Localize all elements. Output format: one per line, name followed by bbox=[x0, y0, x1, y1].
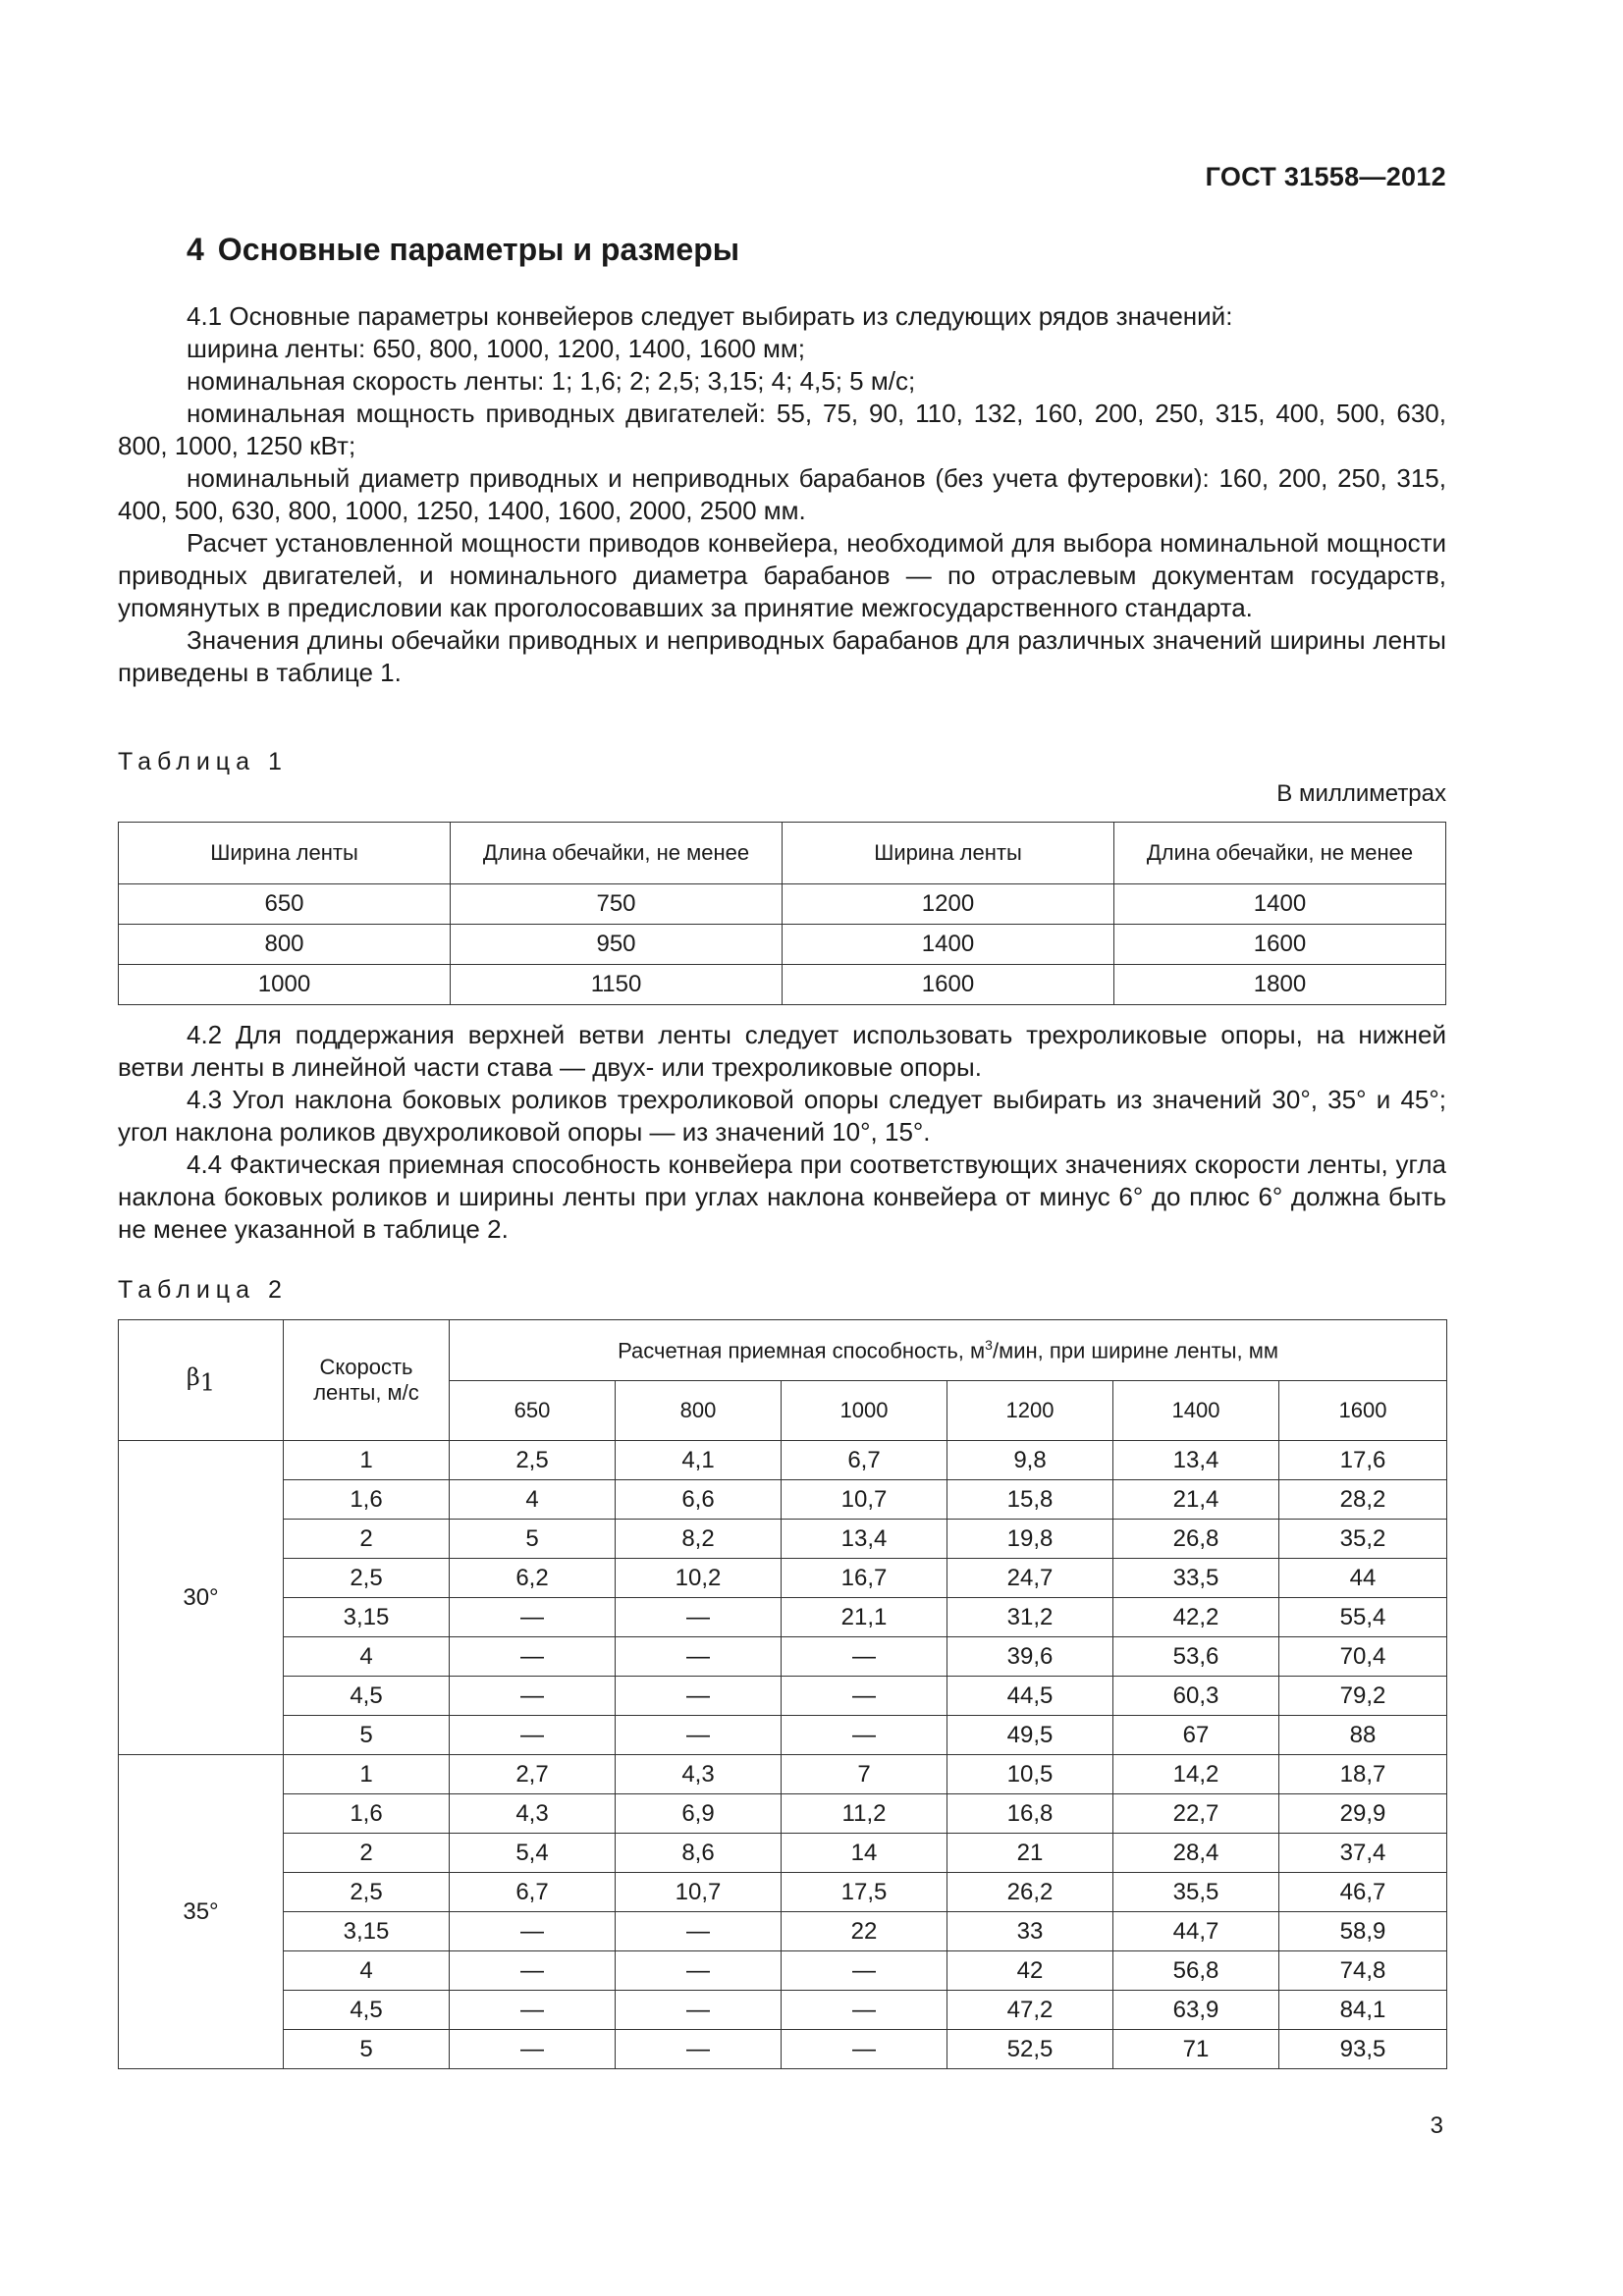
table1-header-cell: Ширина ленты bbox=[783, 823, 1114, 884]
table2 bbox=[118, 1319, 1447, 2069]
table1-cell: 1150 bbox=[451, 965, 783, 1005]
capacity-cell: 21,1 bbox=[782, 1598, 947, 1637]
speed-cell: 4 bbox=[284, 1637, 450, 1677]
table1-cell: 800 bbox=[119, 925, 451, 965]
capacity-cell: 67 bbox=[1113, 1716, 1279, 1755]
capacity-cell: 47,2 bbox=[947, 1991, 1113, 2030]
table1-cell: 1800 bbox=[1114, 965, 1446, 1005]
table2-row bbox=[119, 1873, 1447, 1912]
capacity-cell: 9,8 bbox=[947, 1441, 1113, 1480]
capacity-cell: 5 bbox=[450, 1520, 616, 1559]
capacity-cell: — bbox=[450, 1912, 616, 1951]
capacity-cell: 2,5 bbox=[450, 1441, 616, 1480]
section-title: Основные параметры и размеры bbox=[217, 232, 740, 267]
table1-body bbox=[119, 884, 1446, 1005]
capacity-cell: 8,2 bbox=[616, 1520, 782, 1559]
table2-row bbox=[119, 1951, 1447, 1991]
capacity-cell: 14,2 bbox=[1113, 1755, 1279, 1794]
capacity-cell: 35,2 bbox=[1279, 1520, 1447, 1559]
capacity-cell: 71 bbox=[1113, 2030, 1279, 2069]
width-header-cell: 800 bbox=[616, 1380, 782, 1441]
capacity-cell: 53,6 bbox=[1113, 1637, 1279, 1677]
capacity-cell: — bbox=[616, 1912, 782, 1951]
table1-header-row bbox=[119, 823, 1446, 884]
capacity-cell: 31,2 bbox=[947, 1598, 1113, 1637]
width-header-cell: 1200 bbox=[947, 1380, 1113, 1441]
capacity-cell: 42,2 bbox=[1113, 1598, 1279, 1637]
paragraph: 4.2 Для поддержания верхней ветви ленты следует использовать трехроликовые опоры, на нижней ветви ленты в линейной части става — двух- или трехроликовые опоры. bbox=[118, 1020, 1446, 1082]
paragraph: номинальный диаметр приводных и неприводных барабанов (без учета футеровки): 160, 200, 250, 315, 400, 500, 630, 800, 1000, 1250, 1400, 1600, 2000, 2500 мм. bbox=[118, 463, 1446, 525]
table2-row bbox=[119, 1834, 1447, 1873]
speed-cell: 1 bbox=[284, 1755, 450, 1794]
table2-header-row bbox=[119, 1320, 1447, 1381]
speed-cell: 3,15 bbox=[284, 1598, 450, 1637]
capacity-cell: 15,8 bbox=[947, 1480, 1113, 1520]
capacity-cell: — bbox=[450, 2030, 616, 2069]
capacity-cell: 19,8 bbox=[947, 1520, 1113, 1559]
speed-cell: 4 bbox=[284, 1951, 450, 1991]
body-text-block-1 bbox=[118, 300, 1446, 689]
capacity-cell: 79,2 bbox=[1279, 1677, 1447, 1716]
paragraph: 4.1 Основные параметры конвейеров следует выбирать из следующих рядов значений: bbox=[187, 301, 1233, 331]
capacity-cell: 4,3 bbox=[450, 1794, 616, 1834]
beta-subscript: 1 bbox=[199, 1368, 216, 1397]
capacity-cell: 26,8 bbox=[1113, 1520, 1279, 1559]
table1-unit: В миллиметрах bbox=[1276, 780, 1446, 807]
table1-caption: Таблица 1 bbox=[118, 748, 288, 775]
capacity-header-text-end: /мин, при ширине ленты, мм bbox=[992, 1337, 1278, 1362]
table1-cell: 1000 bbox=[119, 965, 451, 1005]
paragraph: ширина ленты: 650, 800, 1000, 1200, 1400, 1600 мм; bbox=[187, 334, 805, 363]
beta-header bbox=[119, 1320, 284, 1441]
table2-row bbox=[119, 2030, 1447, 2069]
capacity-cell: 17,6 bbox=[1279, 1441, 1447, 1480]
capacity-cell: — bbox=[782, 2030, 947, 2069]
document-header: ГОСТ 31558—2012 bbox=[1205, 162, 1446, 191]
capacity-cell: 35,5 bbox=[1113, 1873, 1279, 1912]
paragraph: 4.3 Угол наклона боковых роликов трехроликовой опоры следует выбирать из значений 30°, 35° и 45°; угол наклона роликов двухроликовой опоры — из значений 10°, 15°. bbox=[118, 1085, 1446, 1147]
table2-row bbox=[119, 1716, 1447, 1755]
speed-cell: 1,6 bbox=[284, 1480, 450, 1520]
capacity-cell: 88 bbox=[1279, 1716, 1447, 1755]
table2-row bbox=[119, 1991, 1447, 2030]
capacity-cell: 17,5 bbox=[782, 1873, 947, 1912]
table1 bbox=[118, 822, 1446, 1005]
capacity-cell: — bbox=[782, 1716, 947, 1755]
speed-cell: 3,15 bbox=[284, 1912, 450, 1951]
table2-body bbox=[119, 1441, 1447, 2069]
capacity-cell: 84,1 bbox=[1279, 1991, 1447, 2030]
paragraph: Расчет установленной мощности приводов конвейера, необходимой для выбора номинальной мощности приводных двигателей, и номинального диаметра барабанов — по отраслевым документам государств, упомянутых в предисловии как проголосовавших за принятие межгосударственного стандарта. bbox=[118, 528, 1446, 622]
capacity-cell: 10,7 bbox=[782, 1480, 947, 1520]
capacity-cell: 7 bbox=[782, 1755, 947, 1794]
page-number: 3 bbox=[1430, 2112, 1443, 2139]
speed-cell: 2,5 bbox=[284, 1873, 450, 1912]
capacity-cell: 4,1 bbox=[616, 1441, 782, 1480]
capacity-cell: 26,2 bbox=[947, 1873, 1113, 1912]
table1-cell: 1200 bbox=[783, 884, 1114, 925]
speed-cell: 2 bbox=[284, 1520, 450, 1559]
table1-header-cell: Длина обечайки, не менее bbox=[1114, 823, 1446, 884]
capacity-cell: 60,3 bbox=[1113, 1677, 1279, 1716]
table1-row bbox=[119, 925, 1446, 965]
capacity-cell: 6,6 bbox=[616, 1480, 782, 1520]
angle-cell: 35° bbox=[119, 1755, 284, 2069]
capacity-cell: 93,5 bbox=[1279, 2030, 1447, 2069]
table2-row bbox=[119, 1441, 1447, 1480]
capacity-cell: — bbox=[450, 1637, 616, 1677]
capacity-cell: 22,7 bbox=[1113, 1794, 1279, 1834]
speed-cell: 1,6 bbox=[284, 1794, 450, 1834]
capacity-header bbox=[450, 1320, 1447, 1381]
capacity-cell: 55,4 bbox=[1279, 1598, 1447, 1637]
table2-row bbox=[119, 1480, 1447, 1520]
capacity-cell: 58,9 bbox=[1279, 1912, 1447, 1951]
capacity-header-sup: 3 bbox=[985, 1336, 993, 1353]
capacity-cell: 63,9 bbox=[1113, 1991, 1279, 2030]
capacity-cell: — bbox=[782, 1951, 947, 1991]
capacity-cell: — bbox=[450, 1598, 616, 1637]
table2-row bbox=[119, 1677, 1447, 1716]
capacity-cell: 42 bbox=[947, 1951, 1113, 1991]
capacity-cell: — bbox=[782, 1677, 947, 1716]
capacity-cell: 44,7 bbox=[1113, 1912, 1279, 1951]
body-text-block-2 bbox=[118, 1019, 1446, 1246]
speed-cell: 5 bbox=[284, 1716, 450, 1755]
table1-row bbox=[119, 884, 1446, 925]
table1-header-cell: Ширина ленты bbox=[119, 823, 451, 884]
table1-cell: 750 bbox=[451, 884, 783, 925]
table2-row bbox=[119, 1794, 1447, 1834]
capacity-cell: 33 bbox=[947, 1912, 1113, 1951]
table1-header-cell: Длина обечайки, не менее bbox=[451, 823, 783, 884]
capacity-cell: — bbox=[616, 1677, 782, 1716]
capacity-cell: 18,7 bbox=[1279, 1755, 1447, 1794]
capacity-header-text: Расчетная приемная способность, м bbox=[618, 1337, 986, 1362]
capacity-cell: 4,3 bbox=[616, 1755, 782, 1794]
speed-cell: 5 bbox=[284, 2030, 450, 2069]
capacity-cell: — bbox=[616, 2030, 782, 2069]
table2-row bbox=[119, 1598, 1447, 1637]
table1-cell: 1600 bbox=[783, 965, 1114, 1005]
capacity-cell: 14 bbox=[782, 1834, 947, 1873]
paragraph: номинальная мощность приводных двигателей: 55, 75, 90, 110, 132, 160, 200, 250, 315, 400, 500, 630, 800, 1000, 1250 кВт; bbox=[118, 399, 1446, 460]
capacity-cell: — bbox=[450, 1677, 616, 1716]
table2-row bbox=[119, 1520, 1447, 1559]
capacity-cell: 5,4 bbox=[450, 1834, 616, 1873]
capacity-cell: 6,7 bbox=[782, 1441, 947, 1480]
speed-cell: 2 bbox=[284, 1834, 450, 1873]
capacity-cell: 52,5 bbox=[947, 2030, 1113, 2069]
capacity-cell: 21,4 bbox=[1113, 1480, 1279, 1520]
width-header-cell: 1000 bbox=[782, 1380, 947, 1441]
capacity-cell: — bbox=[450, 1716, 616, 1755]
speed-header: Скорость ленты, м/с bbox=[284, 1320, 450, 1441]
capacity-cell: — bbox=[782, 1991, 947, 2030]
table2-row bbox=[119, 1912, 1447, 1951]
capacity-cell: 6,2 bbox=[450, 1559, 616, 1598]
section-heading bbox=[187, 232, 739, 268]
table1-cell: 950 bbox=[451, 925, 783, 965]
capacity-cell: — bbox=[450, 1951, 616, 1991]
beta-symbol: β bbox=[186, 1363, 200, 1392]
capacity-cell: 44,5 bbox=[947, 1677, 1113, 1716]
capacity-cell: — bbox=[616, 1637, 782, 1677]
paragraph: Значения длины обечайки приводных и неприводных барабанов для различных значений ширины ленты приведены в таблице 1. bbox=[118, 625, 1446, 687]
capacity-cell: — bbox=[616, 1951, 782, 1991]
speed-cell: 4,5 bbox=[284, 1677, 450, 1716]
capacity-cell: 22 bbox=[782, 1912, 947, 1951]
width-header-cell: 1600 bbox=[1279, 1380, 1447, 1441]
capacity-cell: 13,4 bbox=[782, 1520, 947, 1559]
capacity-cell: — bbox=[616, 1991, 782, 2030]
capacity-cell: — bbox=[616, 1598, 782, 1637]
table1-cell: 1600 bbox=[1114, 925, 1446, 965]
table1-cell: 1400 bbox=[1114, 884, 1446, 925]
capacity-cell: 10,2 bbox=[616, 1559, 782, 1598]
table1-cell: 1400 bbox=[783, 925, 1114, 965]
width-header-cell: 1400 bbox=[1113, 1380, 1279, 1441]
capacity-cell: 37,4 bbox=[1279, 1834, 1447, 1873]
speed-cell: 2,5 bbox=[284, 1559, 450, 1598]
capacity-cell: 46,7 bbox=[1279, 1873, 1447, 1912]
capacity-cell: 28,2 bbox=[1279, 1480, 1447, 1520]
capacity-cell: 24,7 bbox=[947, 1559, 1113, 1598]
capacity-cell: 16,8 bbox=[947, 1794, 1113, 1834]
table2-caption: Таблица 2 bbox=[118, 1276, 288, 1304]
speed-cell: 4,5 bbox=[284, 1991, 450, 2030]
table2-row bbox=[119, 1637, 1447, 1677]
paragraph: номинальная скорость ленты: 1; 1,6; 2; 2,5; 3,15; 4; 4,5; 5 м/с; bbox=[187, 366, 916, 396]
capacity-cell: 13,4 bbox=[1113, 1441, 1279, 1480]
capacity-cell: 2,7 bbox=[450, 1755, 616, 1794]
capacity-cell: 21 bbox=[947, 1834, 1113, 1873]
capacity-cell: 56,8 bbox=[1113, 1951, 1279, 1991]
capacity-cell: 10,7 bbox=[616, 1873, 782, 1912]
capacity-cell: 49,5 bbox=[947, 1716, 1113, 1755]
capacity-cell: — bbox=[616, 1716, 782, 1755]
section-number: 4 bbox=[187, 232, 204, 267]
capacity-cell: 16,7 bbox=[782, 1559, 947, 1598]
capacity-cell: 70,4 bbox=[1279, 1637, 1447, 1677]
capacity-cell: 33,5 bbox=[1113, 1559, 1279, 1598]
capacity-cell: 29,9 bbox=[1279, 1794, 1447, 1834]
capacity-cell: — bbox=[450, 1991, 616, 2030]
speed-cell: 1 bbox=[284, 1441, 450, 1480]
capacity-cell: — bbox=[782, 1637, 947, 1677]
capacity-cell: 44 bbox=[1279, 1559, 1447, 1598]
capacity-cell: 39,6 bbox=[947, 1637, 1113, 1677]
capacity-cell: 10,5 bbox=[947, 1755, 1113, 1794]
table2-row bbox=[119, 1559, 1447, 1598]
capacity-cell: 4 bbox=[450, 1480, 616, 1520]
capacity-cell: 28,4 bbox=[1113, 1834, 1279, 1873]
capacity-cell: 74,8 bbox=[1279, 1951, 1447, 1991]
capacity-cell: 6,7 bbox=[450, 1873, 616, 1912]
capacity-cell: 11,2 bbox=[782, 1794, 947, 1834]
paragraph: 4.4 Фактическая приемная способность конвейера при соответствующих значениях скорости ленты, угла наклона боковых роликов и ширины ленты при углах наклона конвейера от минус 6° до плюс 6° должна быть не менее указанной в таблице 2. bbox=[118, 1149, 1446, 1244]
capacity-cell: 6,9 bbox=[616, 1794, 782, 1834]
width-header-cell: 650 bbox=[450, 1380, 616, 1441]
capacity-cell: 8,6 bbox=[616, 1834, 782, 1873]
table2-row bbox=[119, 1755, 1447, 1794]
table1-cell: 650 bbox=[119, 884, 451, 925]
angle-cell: 30° bbox=[119, 1441, 284, 1755]
table1-row bbox=[119, 965, 1446, 1005]
